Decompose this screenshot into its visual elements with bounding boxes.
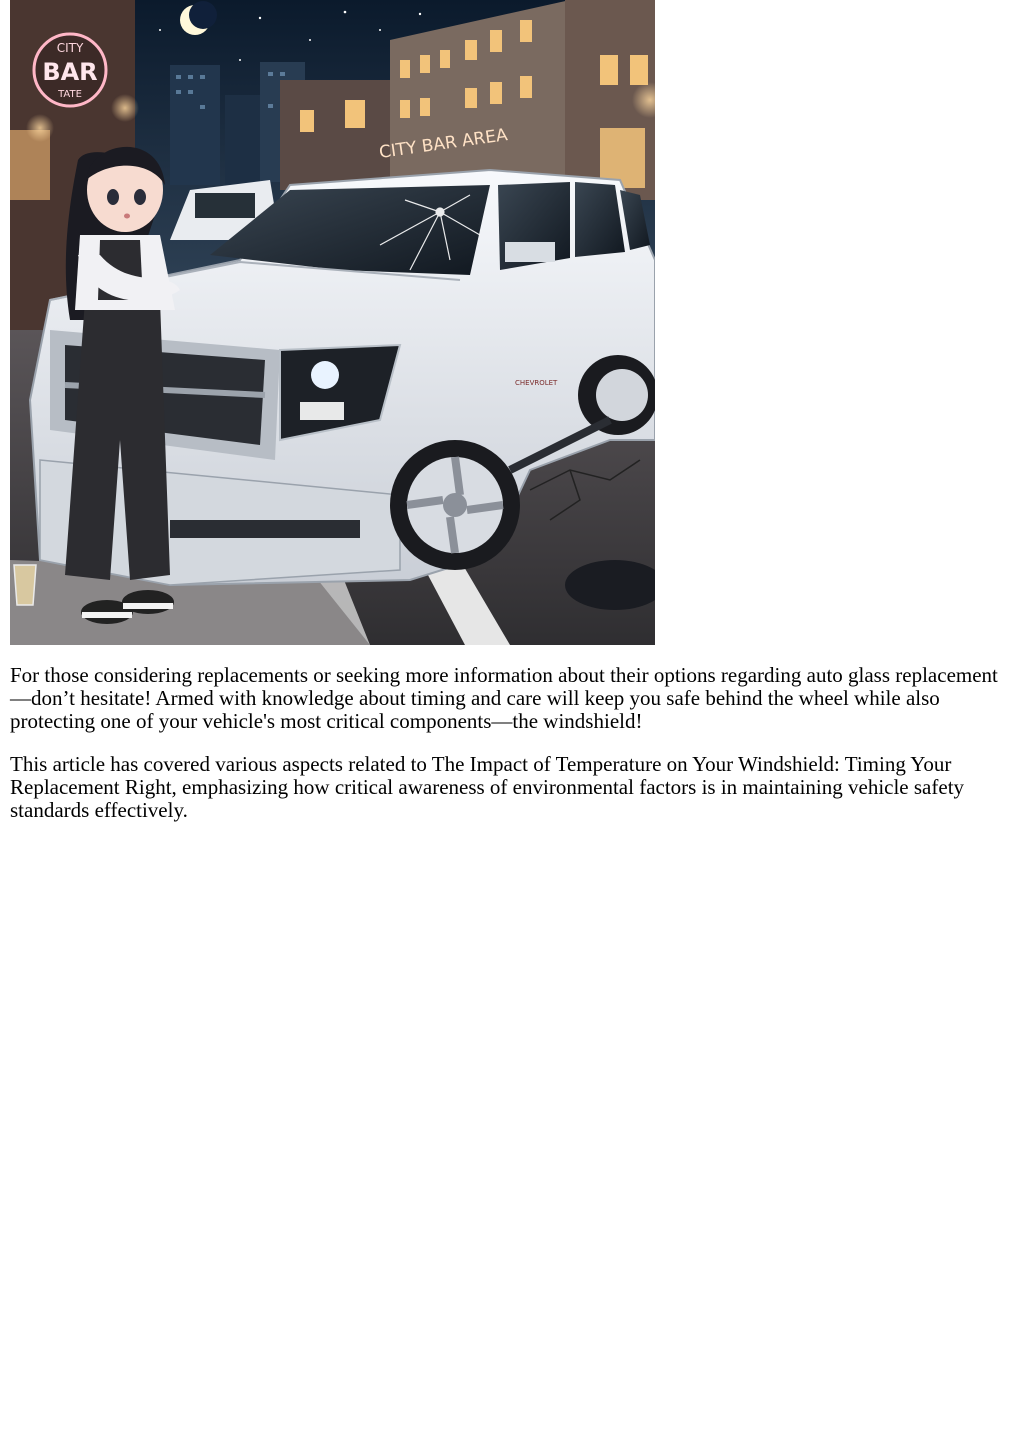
paragraph-summary: This article has covered various aspects related to The Impact of Temperature on Your Windshield: Timing Your Replacement Right, emphasizing how critical awareness of environmental factors is in maintaining vehicle safety standards effectively. <box>10 752 965 822</box>
rear-wheel <box>578 355 655 435</box>
sign-city-text: CITY <box>56 41 84 55</box>
article-illustration <box>10 0 655 645</box>
paragraph-options: For those considering replacements or seeking more information about their options regarding auto glass replacement—don’t hesitate! Armed with knowledge about timing and care will keep you safe behind the wheel while also protecting one of your vehicle's most critical components—the windshield! <box>10 663 998 733</box>
front-wheel <box>390 440 520 570</box>
drink-cup <box>14 565 36 605</box>
sign-tate-text: TATE <box>58 89 82 100</box>
neon-bar-sign <box>34 34 106 106</box>
sign-bar-text: BAR <box>42 58 98 86</box>
article-body <box>10 664 1010 842</box>
vehicle-badge-text: CHEVROLET <box>515 379 558 387</box>
city-bar-area-sign: CITY BAR AREA <box>377 125 509 163</box>
